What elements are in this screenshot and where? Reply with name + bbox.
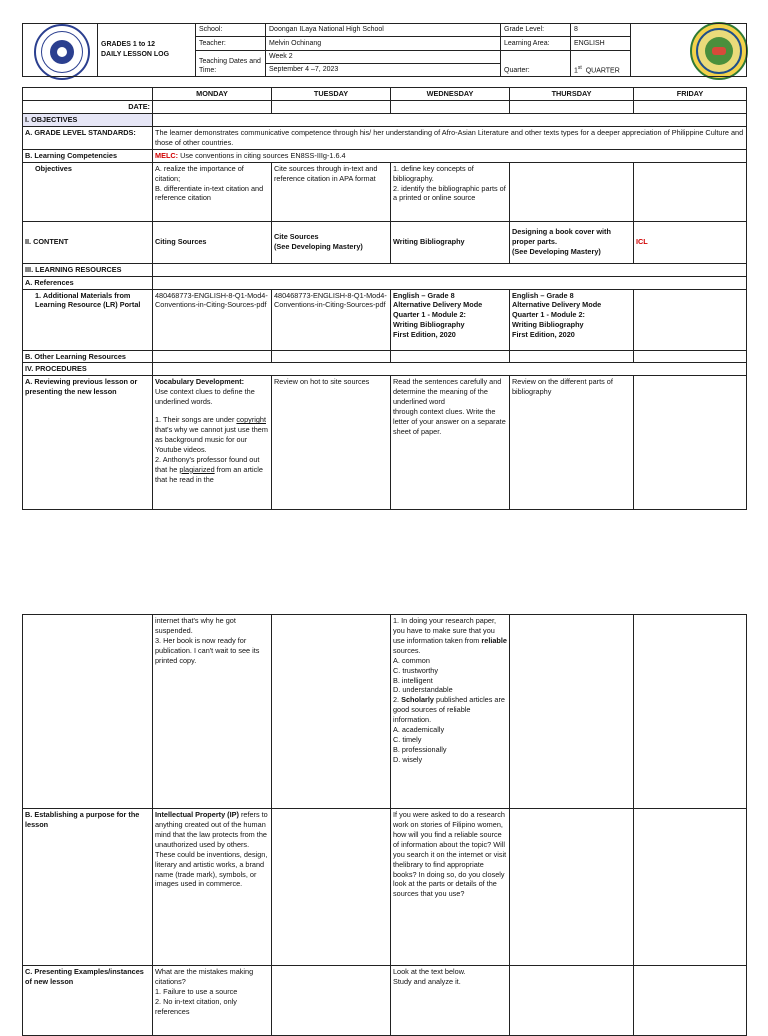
objectives-blank [153, 113, 747, 126]
date-thursday [510, 100, 634, 113]
review-thursday: Review on the different parts of bibliography [510, 376, 634, 510]
continued-friday [634, 615, 747, 809]
area-value: ENGLISH [571, 37, 631, 50]
content-wednesday: Writing Bibliography [391, 221, 510, 263]
day-monday: MONDAY [153, 88, 272, 101]
continued-tuesday [272, 615, 391, 809]
dates-label: Teaching Dates and Time: [196, 50, 266, 77]
date-wednesday [391, 100, 510, 113]
objectives-friday [634, 162, 747, 221]
procedures-blank [153, 363, 747, 376]
content-thursday: Designing a book cover with proper parts. (See Developing Mastery) [510, 221, 634, 263]
quarter-value: 1st QUARTER [571, 50, 631, 77]
purpose-friday [634, 809, 747, 966]
review-monday: Vocabulary Development: Use context clues to define the underlined words. 1. Their songs are under copyright that's why we cannot just use them as background music for our Youtube videos. 2. Anthony's professor found out that he plagiarized from an article that he read in the [153, 376, 272, 510]
dates-value: September 4 –7, 2023 [266, 63, 501, 76]
presenting-wednesday: Look at the text below. Study and analyze it. [391, 966, 510, 1036]
references-blank [153, 276, 747, 289]
objectives-label: Objectives [23, 162, 153, 221]
day-wednesday: WEDNESDAY [391, 88, 510, 101]
resources-heading: III. LEARNING RESOURCES [23, 263, 153, 276]
teacher-value: Melvin Ochinang [266, 37, 501, 50]
grade-standards-text: The learner demonstrates communicative competence through his/ her understanding of Afro-Asian Literature and other texts types for a deeper appreciation of Philippine Culture and those of other countries. [153, 126, 747, 149]
log-title: GRADES 1 to 12 DAILY LESSON LOG [98, 24, 196, 77]
purpose-thursday [510, 809, 634, 966]
presenting-friday [634, 966, 747, 1036]
additional-materials-friday [634, 289, 747, 350]
date-tuesday [272, 100, 391, 113]
grade-label: Grade Level: [501, 24, 571, 37]
purpose-monday: Intellectual Property (IP) refers to anything created out of the human mind that the law protects from the unauthorized used by others. These could be inventions, design, literary and artistic works, a brand name (trade mark), symbols, or images used in commerce. [153, 809, 272, 966]
presenting-label: C. Presenting Examples/instances of new lesson [23, 966, 153, 1036]
other-resources-monday [153, 350, 272, 363]
school-value: Doongan ILaya National High School [266, 24, 501, 37]
day-friday: FRIDAY [634, 88, 747, 101]
other-resources-tuesday [272, 350, 391, 363]
date-label: DATE: [23, 100, 153, 113]
header-seal-cell [631, 24, 747, 77]
competencies-label: B. Learning Competencies [23, 149, 153, 162]
grade-standards-label: A. GRADE LEVEL STANDARDS: [23, 126, 153, 149]
presenting-thursday [510, 966, 634, 1036]
objectives-monday: A. realize the importance of citation; B. differentiate in-text citation and reference citation [153, 162, 272, 221]
continued-wednesday: 1. In doing your research paper, you have to make sure that you use information taken from reliable sources. A. common C. trustworthy B. intelligent D. understandable 2. Scholarly published articles are good sources of reliable information. A. academically C. timely B. professionally D. wisely [391, 615, 510, 809]
continued-thursday [510, 615, 634, 809]
content-friday: ICL [634, 221, 747, 263]
quarter-label: Quarter: [501, 50, 571, 77]
additional-materials-tuesday: 480468773-ENGLISH-8-Q1-Mod4-Conventions-in-Citing-Sources-pdf [272, 289, 391, 350]
melc-tag: MELC: [155, 150, 179, 160]
presenting-tuesday [272, 966, 391, 1036]
week-value: Week 2 [266, 50, 501, 63]
additional-materials-thursday: English – Grade 8 Alternative Delivery Mode Quarter 1 - Module 2: Writing Bibliography First Edition, 2020 [510, 289, 634, 350]
lesson-log-table-page1 [22, 87, 747, 510]
date-friday [634, 100, 747, 113]
other-resources-friday [634, 350, 747, 363]
content-label: II. CONTENT [23, 221, 153, 263]
additional-materials-wednesday: English – Grade 8 Alternative Delivery Mode Quarter 1 - Module 2: Writing Bibliography First Edition, 2020 [391, 289, 510, 350]
continued-label [23, 615, 153, 809]
procedures-heading: IV. PROCEDURES [23, 363, 153, 376]
continued-monday: internet that's why he got suspended. 3. Her book is now ready for publication. I can't wait to see its printed copy. [153, 615, 272, 809]
objectives-heading: I. OBJECTIVES [23, 113, 153, 126]
competencies-text: MELC: Use conventions in citing sources EN8SS-IIIg-1.6.4 [153, 149, 747, 162]
other-resources-wednesday [391, 350, 510, 363]
other-resources-label: B. Other Learning Resources [23, 350, 153, 363]
header-table [22, 23, 747, 77]
objectives-wednesday: 1. define key concepts of bibliography. 2. identify the bibliographic parts of a printed or online source [391, 162, 510, 221]
additional-materials-label: 1. Additional Materials from Learning Resource (LR) Portal [23, 289, 153, 350]
header-logo-cell [23, 24, 98, 77]
review-tuesday: Review on hot to site sources [272, 376, 391, 510]
objectives-tuesday: Cite sources through in-text and reference citation in APA format [272, 162, 391, 221]
review-friday [634, 376, 747, 510]
day-tuesday: TUESDAY [272, 88, 391, 101]
purpose-tuesday [272, 809, 391, 966]
date-monday [153, 100, 272, 113]
lesson-log-table-page2 [22, 614, 747, 1036]
review-wednesday: Read the sentences carefully and determine the meaning of the underlined word through context clues. Write the letter of your answer on a separate sheet of paper. [391, 376, 510, 510]
purpose-wednesday: If you were asked to do a research work on stories of Filipino women, how will you find a reliable source of information about the topic? Will you search it on the internet or visit thelibrary to find appropriate books? In doing so, do you closely look at the parts or details of the sources that you use? [391, 809, 510, 966]
presenting-monday: What are the mistakes making citations? 1. Failure to use a source 2. No in-text citation, only references [153, 966, 272, 1036]
day-thursday: THURSDAY [510, 88, 634, 101]
objectives-thursday [510, 162, 634, 221]
area-label: Learning Area: [501, 37, 571, 50]
teacher-label: Teacher: [196, 37, 266, 50]
additional-materials-monday: 480468773-ENGLISH-8-Q1-Mod4-Conventions-in-Citing-Sources-pdf [153, 289, 272, 350]
purpose-label: B. Establishing a purpose for the lesson [23, 809, 153, 966]
school-label: School: [196, 24, 266, 37]
references-label: A. References [23, 276, 153, 289]
corner-cell [23, 88, 153, 101]
grade-value: 8 [571, 24, 631, 37]
other-resources-thursday [510, 350, 634, 363]
review-label: A. Reviewing previous lesson or presenting the new lesson [23, 376, 153, 510]
content-tuesday: Cite Sources (See Developing Mastery) [272, 221, 391, 263]
resources-blank [153, 263, 747, 276]
content-monday: Citing Sources [153, 221, 272, 263]
